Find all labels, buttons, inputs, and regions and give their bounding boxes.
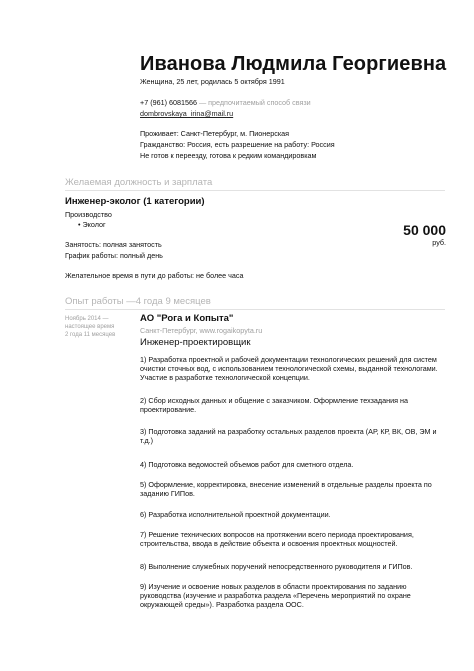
work-schedule: График работы: полный день	[65, 251, 163, 260]
phone-number[interactable]: +7 (961) 6081566	[140, 98, 197, 107]
position-specialization: • Эколог	[78, 220, 106, 229]
duty-item: 6) Разработка исполнительной проектной документации.	[140, 510, 331, 519]
contact-phone-line	[140, 98, 311, 107]
company-name: АО "Рога и Копыта"	[140, 313, 234, 324]
candidate-name: Иванова Людмила Георгиевна	[140, 53, 447, 75]
salary-currency: руб.	[432, 238, 446, 247]
company-info: Санкт-Петербург, www.rogaikopyta.ru	[140, 326, 263, 335]
section-divider	[65, 309, 445, 310]
duty-item: 8) Выполнение служебных поручений непосредственного руководителя и ГИПов.	[140, 562, 413, 571]
duty-item: 9) Изучение и освоение новых разделов в области проектирования по заданию руководства (изучение и разработка раздела «Перечень мероприятий по охране окружающей среды»). Разработка раздела ООС.	[140, 582, 411, 610]
position-title: Инженер-эколог (1 категории)	[65, 196, 205, 207]
phone-note: — предпочитаемый способ связи	[196, 98, 311, 107]
position-field: Производство	[65, 210, 112, 219]
period-end: настоящее время	[65, 324, 115, 330]
duty-item: 7) Решение технических вопросов на протяжении всего периода проектирования, строительства, ввода в действие объекта и освоения проектных мощностей.	[140, 530, 414, 549]
employment-type: Занятость: полная занятость	[65, 240, 162, 249]
duty-item: 4) Подготовка ведомостей объемов работ для сметного отдела.	[140, 460, 354, 469]
experience-section-title: Опыт работы —4 года 9 месяцев	[65, 296, 211, 307]
position-section-title: Желаемая должность и зарплата	[65, 177, 213, 188]
email-link[interactable]: dombrovskaya_irina@mail.ru	[140, 109, 234, 118]
duty-item: 1) Разработка проектной и рабочей документации технологических решений для систем очистки сточных вод, с использованием технологической схемы, выданной технологами. Участие в разработке технологической концепции.	[140, 355, 438, 383]
job-role: Инженер-проектировщик	[140, 337, 251, 348]
section-divider	[65, 190, 445, 191]
candidate-subline: Женщина, 25 лет, родилась 5 октября 1991	[140, 77, 285, 86]
residence: Проживает: Санкт-Петербург, м. Пионерская	[140, 129, 290, 138]
travel-time: Желательное время в пути до работы: не более часа	[65, 271, 244, 280]
period-start: Ноябрь 2014 —	[65, 316, 109, 322]
period-duration: 2 года 11 месяцев	[65, 332, 116, 338]
citizenship: Гражданство: Россия, есть разрешение на работу: Россия	[140, 140, 335, 149]
duty-item: 5) Оформление, корректировка, внесение изменений в отдельные разделы проекта по заданию ГИПов.	[140, 480, 432, 499]
salary-amount: 50 000	[403, 222, 446, 238]
duty-item: 2) Сбор исходных данных и общение с заказчиком. Оформление техзадания на проектирование.	[140, 396, 408, 415]
relocation: Не готов к переезду, готова к редким командировкам	[140, 151, 317, 160]
duty-item: 3) Подготовка заданий на разработку остальных разделов проекта (АР, КР, ВК, ОВ, ЭМ и т.д.)	[140, 427, 437, 446]
